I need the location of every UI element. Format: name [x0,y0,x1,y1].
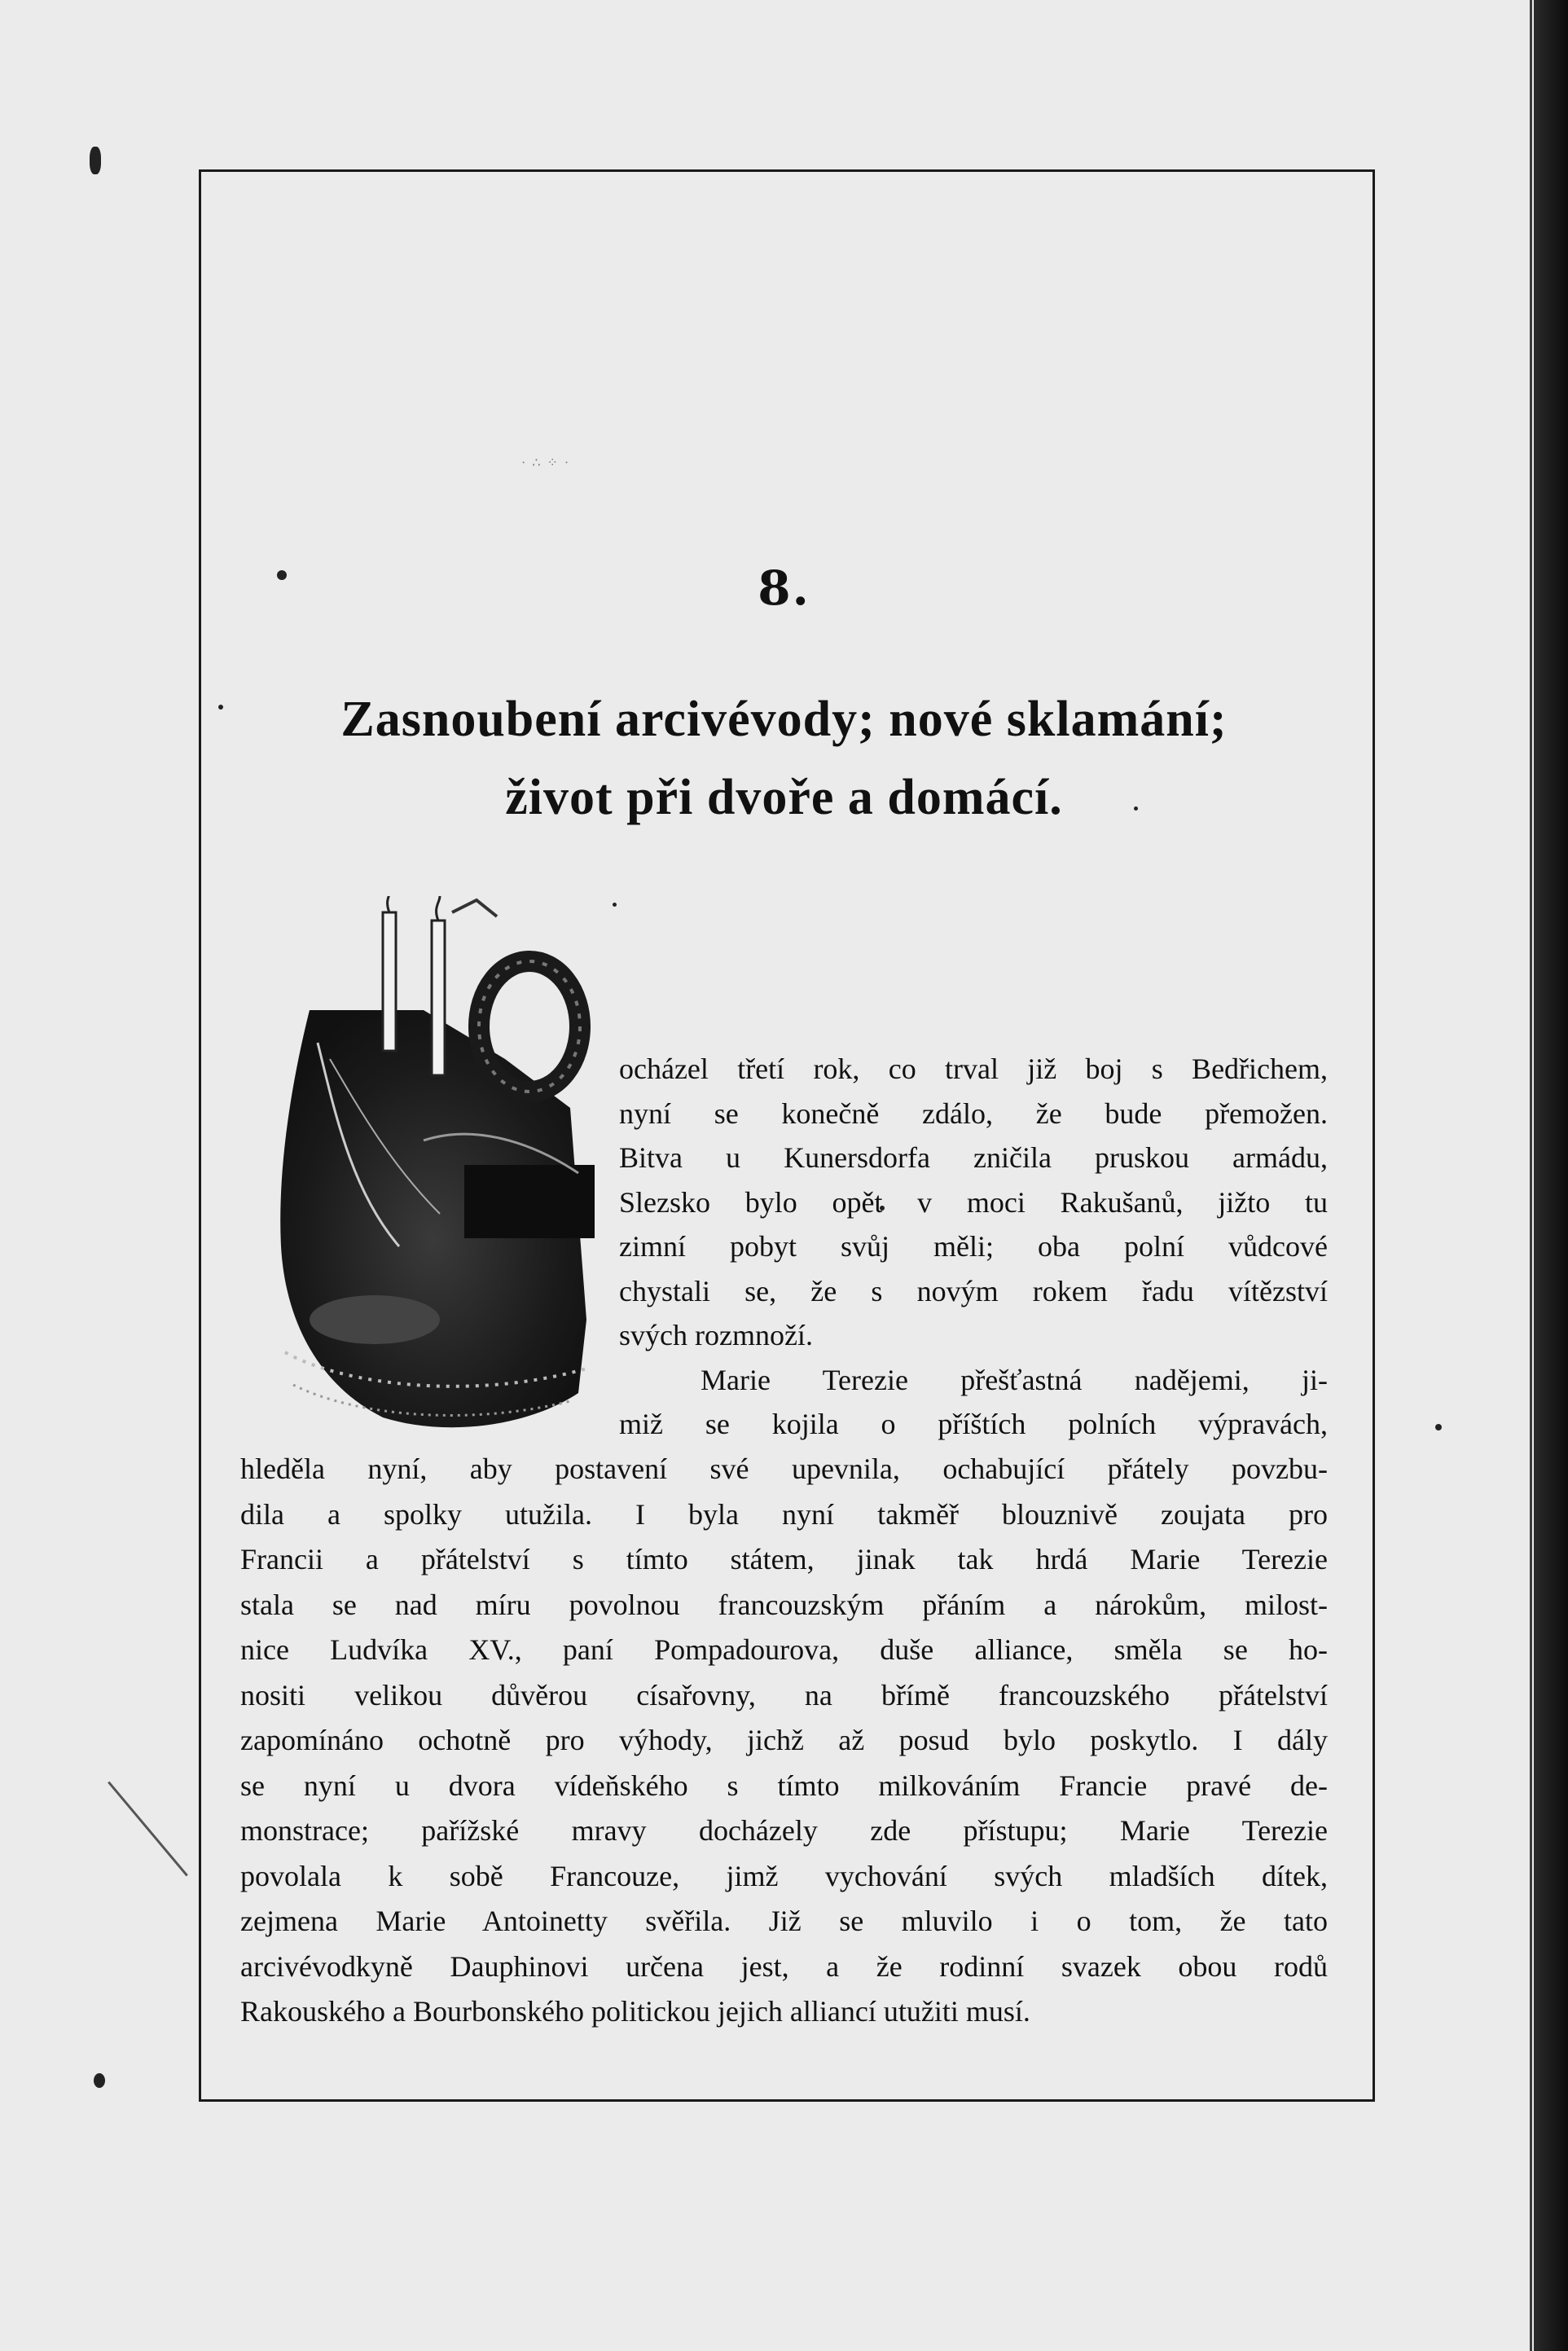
text-line: povolala k sobě Francouze, jimž vychování svých mladších dítek, [240,1859,1328,1892]
text-line: Bitva u Kunersdorfa zničila pruskou armádu, [619,1141,1328,1174]
body-text-full-width [240,1447,1328,2035]
text-line: Slezsko bylo opět v moci Rakušanů, jižto tu [619,1185,1328,1219]
text-line: nice Ludvíka XV., paní Pompadourova, duše alliance, směla se ho- [240,1633,1328,1666]
scan-speck [94,2073,105,2088]
text-line: arcivévodkyně Dauphinovi určena jest, a že rodinní svazek obou rodů [240,1949,1328,1983]
text-line: chystali se, že s novým rokem řadu vítězství [619,1274,1328,1307]
text-line: nositi velikou důvěrou císařovny, na břímě francouzského přátelství [240,1678,1328,1712]
text-line: Marie Terezie přešťastná nadějemi, ji- [701,1363,1328,1396]
chapter-title-line: život při dvoře a domácí. [505,770,1063,825]
body-text-beside-vignette [619,1047,1328,1447]
text-line: hleděla nyní, aby postavení své upevnila, ochabující přátely povzbu- [240,1452,1328,1485]
text-line: monstrace; pařížské mravy docházely zde přístupu; Marie Terezie [240,1814,1328,1847]
scan-speck [218,705,223,710]
scan-dark-margin [1534,0,1568,2351]
text-line: se nyní u dvora vídeňského s tímto milkováním Francie pravé de- [240,1769,1328,1802]
text-line: Francii a přátelství s tímto státem, jinak tak hrdá Marie Terezie [240,1543,1328,1575]
scan-speck [1435,1424,1442,1430]
text-line: stala se nad míru povolnou francouzským přáním a nárokům, milost- [240,1588,1328,1621]
text-line: miž se kojila o příštích polních výpravách, [619,1408,1328,1440]
text-line: zejmena Marie Antoinetty svěřila. Již se mluvilo i o tom, že tato [240,1905,1328,1937]
scan-speck [613,903,617,907]
page-edge-line [1530,0,1532,2351]
scan-scratch [108,1782,188,1877]
chapter-number: 8. [758,560,810,616]
chapter-title-line: Zasnoubení arcivévody; nové sklamání; [340,692,1228,747]
text-line: Rakouského a Bourbonského politickou jejich alliancí utužiti musí. [240,1995,1030,2028]
vignette-candles-wreath-icon [261,896,611,1434]
text-line: zapomínáno ochotně pro výhody, jichž až posud bylo poskytlo. I dály [240,1724,1328,1756]
text-line: zimní pobyt svůj měli; oba polní vůdcové [619,1230,1328,1263]
text-line: ocházel třetí rok, co trval již boj s Bedřichem, [619,1052,1328,1085]
text-line: svých rozmnoží. [619,1319,813,1351]
text-line: dila a spolky utužila. I byla nyní takměř blouznivě zoujata pro [240,1497,1328,1531]
scan-speck [90,147,101,174]
scan-smudge: · ∴ ⁘ · [521,456,571,470]
chapter-title [244,680,1324,837]
text-line: nyní se konečně zdálo, že bude přemožen. [619,1096,1328,1130]
